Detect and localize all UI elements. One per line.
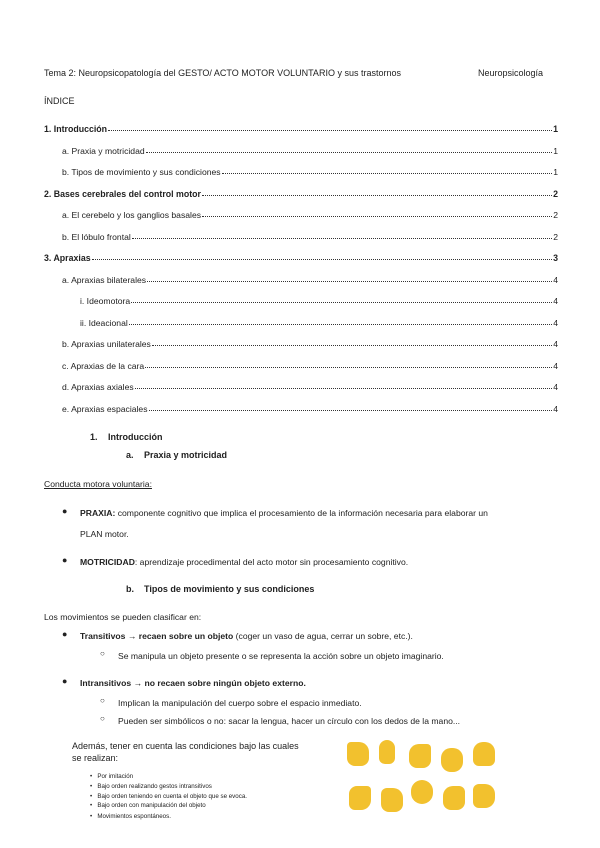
image-item: • Movimientos espontáneos. [90,813,171,820]
image-item: • Por imitación [90,773,134,780]
rock-hand-icon [409,744,431,768]
toc-leader [132,237,552,239]
toc-leader [202,194,552,196]
toc-entry[interactable]: ii. Ideacional 4 [80,318,558,328]
image-item: • Bajo orden realizando gestos intransitivos [90,783,212,790]
document-header-title: Tema 2: Neuropsicopatología del GESTO/ ACTO MOTOR VOLUNTARIO y sus trastornos [44,68,401,78]
pointing-hand-icon [379,740,395,764]
peace-hand-icon [347,742,369,766]
section-1-title: Introducción [108,432,163,442]
sub-bullet-icon: ○ [100,714,105,723]
toc-entry[interactable]: b. Tipos de movimiento y sus condiciones 1 [62,167,558,177]
transitivos-item: Transitivos → recaen sobre un objeto (coger un vaso de agua, cerrar un sobre, etc.). [80,631,413,641]
toc-leader [129,323,552,325]
toc-entry[interactable]: 3. Apraxias 3 [44,253,558,263]
toc-entry[interactable]: b. El lóbulo frontal 2 [62,232,558,242]
toc-entry[interactable]: b. Apraxias unilaterales 4 [62,339,558,349]
toc-leader [135,387,553,389]
toc-leader [146,151,553,153]
fist-hand-icon [441,748,463,772]
toc-entry[interactable]: c. Apraxias de la cara 4 [62,361,558,371]
toc-entry[interactable]: a. El cerebelo y los ganglios basales 2 [62,210,558,220]
toc-entry[interactable]: 2. Bases cerebrales del control motor 2 [44,189,558,199]
thumbs-down-icon [381,788,403,812]
image-heading-line1: Además, tener en cuenta las condiciones bajo las cuales [72,741,299,751]
toc-entry[interactable]: 1. Introducción 1 [44,124,558,134]
praxia-definition: PRAXIA: componente cognitivo que implica el procesamiento de la información necesaria para elaborar un [80,508,488,518]
hand-gestures-image [345,740,500,820]
toc-leader [92,258,552,260]
toc-entry[interactable]: a. Praxia y motricidad 1 [62,146,558,156]
index-title: ÍNDICE [44,96,75,106]
toc-leader [152,344,552,346]
thumbs-up-icon [473,742,495,766]
clap-hand-icon [443,786,465,810]
toc-leader [131,301,552,303]
subsection-a-title: Praxia y motricidad [144,450,228,460]
subsection-a-letter: a. [126,450,134,460]
transitivos-subitem: Se manipula un objeto presente o se representa la acción sobre un objeto imaginario. [118,651,444,661]
toc-leader [202,215,552,217]
bullet-icon: ● [62,506,68,516]
image-item: • Bajo orden con manipulación del objeto [90,802,206,809]
motricidad-definition: MOTRICIDAD: aprendizaje procedimental del acto motor sin procesamiento cognitivo. [80,557,409,567]
intransitivos-subitem-2: Pueden ser simbólicos o no: sacar la lengua, hacer un círculo con los dedos de la mano... [118,716,461,726]
toc-entry[interactable]: i. Ideomotora 4 [80,296,558,306]
toc-entry[interactable]: a. Apraxias bilaterales 4 [62,275,558,285]
document-header-subject: Neuropsicología [478,68,544,78]
intransitivos-subitem-1: Implican la manipulación del cuerpo sobre el espacio inmediato. [118,698,362,708]
conditions-image [60,737,330,827]
intransitivos-item: Intransitivos → no recaen sobre ningún objeto externo. [80,678,306,688]
ok-hand-icon [349,786,371,810]
toc-leader [108,129,552,131]
image-item: • Bajo orden teniendo en cuenta el objeto que se evoca. [90,793,247,800]
image-heading-line2: se realizan: [72,753,119,763]
sub-bullet-icon: ○ [100,649,105,658]
toc-leader [145,366,552,368]
ok-sign-icon [411,780,433,804]
crossed-fingers-icon [473,784,495,808]
section-1-number: 1. [90,432,98,442]
toc-entry[interactable]: e. Apraxias espaciales 4 [62,404,558,414]
subsection-b-letter: b. [126,584,134,594]
toc-entry[interactable]: d. Apraxias axiales 4 [62,382,558,392]
conducta-heading: Conducta motora voluntaria: [44,479,152,489]
bullet-icon: ● [62,629,68,639]
clasificar-text: Los movimientos se pueden clasificar en: [44,612,202,622]
toc-leader [147,280,552,282]
praxia-definition-cont: PLAN motor. [80,529,129,539]
subsection-b-title: Tipos de movimiento y sus condiciones [144,584,315,594]
toc-leader [222,172,553,174]
bullet-icon: ● [62,676,68,686]
sub-bullet-icon: ○ [100,696,105,705]
bullet-icon: ● [62,555,68,565]
toc-leader [149,409,553,411]
